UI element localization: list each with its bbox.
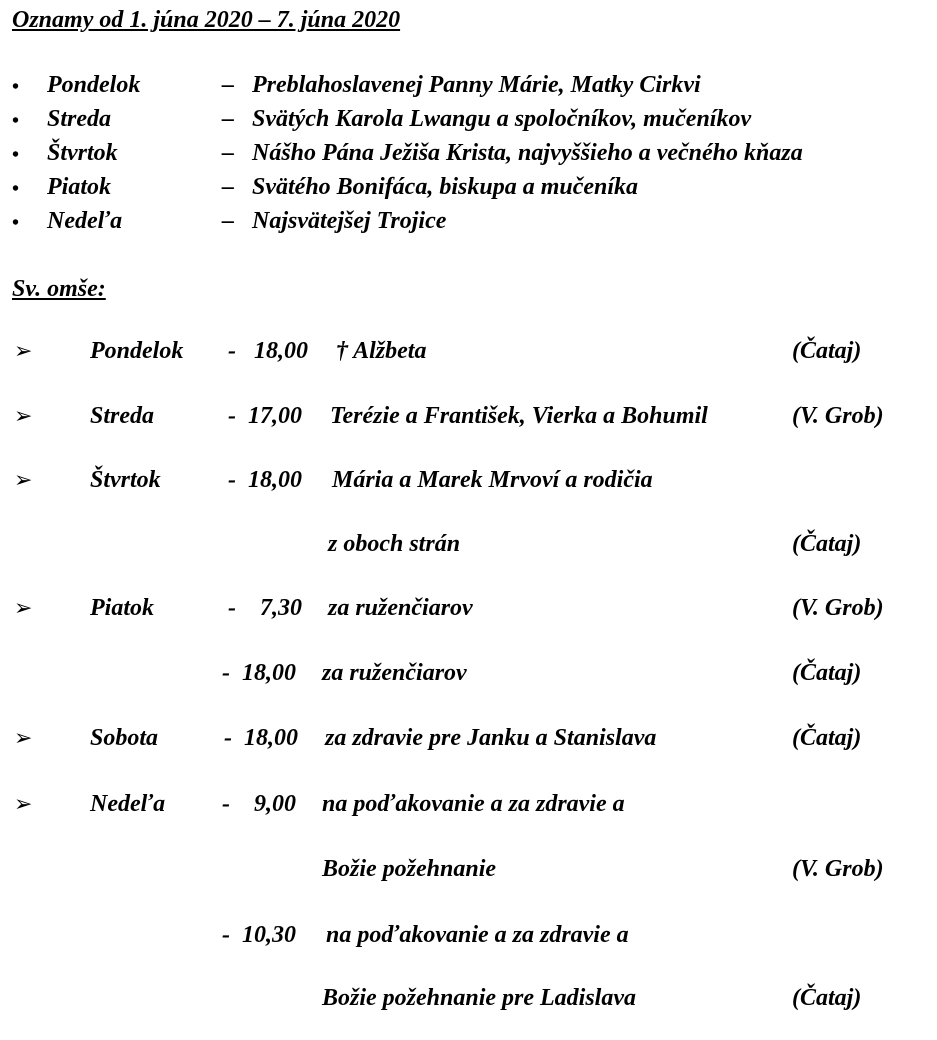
mass-intention: za ruženčiarov (328, 595, 473, 621)
bullet-icon: • (12, 212, 20, 234)
mass-intention-continuation: Božie požehnanie pre Ladislava (322, 985, 637, 1011)
mass-time: - 18,00 (222, 660, 296, 686)
bullet-icon: • (12, 144, 20, 166)
mass-time: - 18,00 (228, 338, 308, 364)
mass-day: Štvrtok (90, 467, 161, 493)
arrow-bullet-icon: ➢ (14, 467, 33, 492)
mass-place: (Čataj) (792, 725, 862, 751)
mass-intention-continuation: Božie požehnanie (322, 856, 497, 882)
mass-place: (Čataj) (792, 660, 862, 686)
feast-dash: – (222, 208, 234, 234)
feast-dash: – (222, 106, 234, 132)
document-title: Oznamy od 1. júna 2020 – 7. júna 2020 (12, 7, 401, 33)
mass-place: (V. Grob) (792, 595, 884, 621)
mass-time: - 18,00 (228, 467, 302, 493)
mass-intention: na poďakovanie a za zdravie a (326, 922, 629, 948)
feast-day: Pondelok (47, 72, 141, 98)
feast-name: Preblahoslavenej Panny Márie, Matky Cirkvi (252, 72, 701, 98)
feast-day: Nedeľa (47, 208, 123, 234)
mass-time: - 7,30 (228, 595, 302, 621)
feast-day: Streda (47, 106, 112, 132)
feast-day: Piatok (47, 174, 111, 200)
mass-place: (Čataj) (792, 985, 862, 1011)
mass-time: - 9,00 (222, 791, 296, 817)
mass-day: Sobota (90, 725, 159, 751)
mass-day: Nedeľa (90, 791, 166, 817)
arrow-bullet-icon: ➢ (14, 338, 33, 363)
feast-dash: – (222, 174, 234, 200)
arrow-bullet-icon: ➢ (14, 595, 33, 620)
mass-intention: Mária a Marek Mrvoví a rodičia (332, 467, 653, 493)
mass-place: (V. Grob) (792, 403, 884, 429)
feast-name: Svätého Bonifáca, biskupa a mučeníka (252, 174, 639, 200)
mass-intention: na poďakovanie a za zdravie a (322, 791, 625, 817)
arrow-bullet-icon: ➢ (14, 791, 33, 816)
bullet-icon: • (12, 76, 20, 98)
mass-intention-continuation: z oboch strán (328, 531, 461, 557)
feast-dash: – (222, 140, 234, 166)
feast-name: Nášho Pána Ježiša Krista, najvyššieho a večného kňaza (252, 140, 803, 166)
mass-day: Streda (90, 403, 155, 429)
mass-time: - 18,00 (224, 725, 298, 751)
mass-place: (V. Grob) (792, 856, 884, 882)
masses-heading: Sv. omše: (12, 276, 106, 302)
mass-intention: za zdravie pre Janku a Stanislava (325, 725, 657, 751)
bullet-icon: • (12, 110, 20, 132)
feast-name: Najsvätejšej Trojice (252, 208, 447, 234)
feast-dash: – (222, 72, 234, 98)
mass-day: Pondelok (90, 338, 184, 364)
bullet-icon: • (12, 178, 20, 200)
arrow-bullet-icon: ➢ (14, 403, 33, 428)
mass-intention: Terézie a František, Vierka a Bohumil (330, 403, 708, 429)
mass-time: - 10,30 (222, 922, 296, 948)
feast-name: Svätých Karola Lwangu a spoločníkov, mučeníkov (252, 106, 752, 132)
arrow-bullet-icon: ➢ (14, 725, 33, 750)
feast-day: Štvrtok (47, 140, 118, 166)
mass-day: Piatok (90, 595, 154, 621)
mass-time: - 17,00 (228, 403, 302, 429)
mass-place: (Čataj) (792, 338, 862, 364)
mass-place: (Čataj) (792, 531, 862, 557)
mass-intention: za ruženčiarov (322, 660, 467, 686)
mass-intention: † Alžbeta (336, 338, 427, 364)
